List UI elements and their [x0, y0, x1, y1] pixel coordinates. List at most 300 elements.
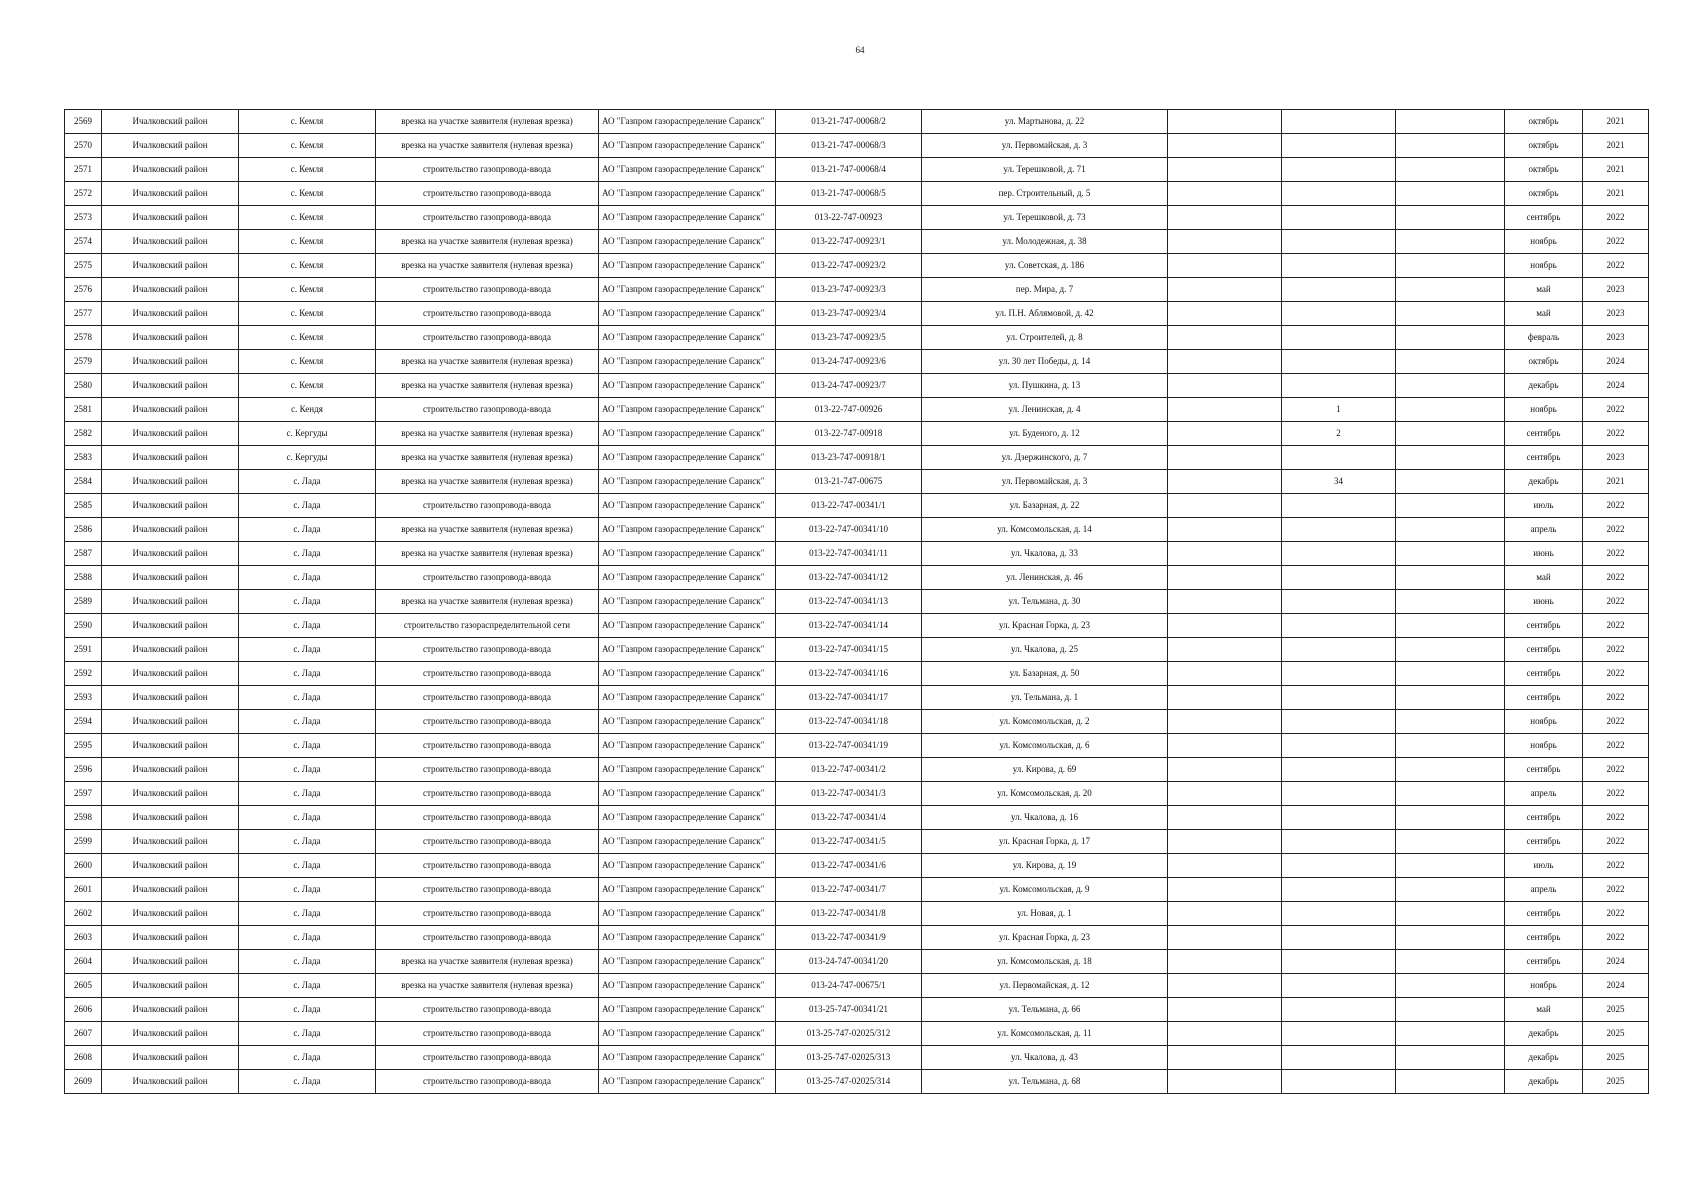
cell-row-number: 2602: [65, 902, 102, 926]
cell-district: Ичалковский район: [102, 566, 239, 590]
cell-col-quantity: [1282, 350, 1396, 374]
cell-col-quantity: [1282, 758, 1396, 782]
cell-col-empty-1: [1168, 254, 1282, 278]
cell-row-number: 2578: [65, 326, 102, 350]
cell-contract-number: 013-22-747-00341/5: [776, 830, 922, 854]
cell-address: ул. Комсомольская, д. 20: [922, 782, 1168, 806]
cell-settlement: с. Лада: [239, 518, 376, 542]
table-row: [65, 398, 1649, 422]
cell-col-empty-2: [1396, 830, 1505, 854]
cell-col-empty-2: [1396, 662, 1505, 686]
cell-col-empty-1: [1168, 1046, 1282, 1070]
cell-district: Ичалковский район: [102, 662, 239, 686]
table-row: [65, 446, 1649, 470]
cell-district: Ичалковский район: [102, 974, 239, 998]
cell-work-type: строительство газопровода-ввода: [376, 1046, 599, 1070]
cell-col-empty-1: [1168, 182, 1282, 206]
table-row: [65, 974, 1649, 998]
cell-month: сентябрь: [1505, 686, 1583, 710]
cell-month: июнь: [1505, 590, 1583, 614]
cell-address: ул. Комсомольская, д. 6: [922, 734, 1168, 758]
cell-col-empty-2: [1396, 902, 1505, 926]
cell-year: 2022: [1583, 662, 1649, 686]
cell-work-type: строительство газопровода-ввода: [376, 494, 599, 518]
cell-row-number: 2582: [65, 422, 102, 446]
cell-organization: АО "Газпром газораспределение Саранск": [599, 758, 776, 782]
cell-work-type: строительство газопровода-ввода: [376, 278, 599, 302]
cell-row-number: 2585: [65, 494, 102, 518]
cell-col-quantity: [1282, 302, 1396, 326]
cell-col-quantity: 1: [1282, 398, 1396, 422]
cell-month: май: [1505, 278, 1583, 302]
cell-col-empty-1: [1168, 614, 1282, 638]
cell-contract-number: 013-23-747-00923/3: [776, 278, 922, 302]
cell-col-empty-1: [1168, 950, 1282, 974]
cell-settlement: с. Лада: [239, 662, 376, 686]
table-row: [65, 854, 1649, 878]
cell-work-type: врезка на участке заявителя (нулевая врезка): [376, 518, 599, 542]
cell-month: октябрь: [1505, 158, 1583, 182]
cell-organization: АО "Газпром газораспределение Саранск": [599, 470, 776, 494]
cell-settlement: с. Лада: [239, 710, 376, 734]
cell-month: декабрь: [1505, 374, 1583, 398]
cell-settlement: с. Кемля: [239, 326, 376, 350]
cell-col-quantity: [1282, 638, 1396, 662]
cell-col-empty-1: [1168, 638, 1282, 662]
cell-settlement: с. Лада: [239, 830, 376, 854]
cell-row-number: 2579: [65, 350, 102, 374]
table-row: [65, 470, 1649, 494]
cell-contract-number: 013-22-747-00341/18: [776, 710, 922, 734]
cell-district: Ичалковский район: [102, 710, 239, 734]
cell-settlement: с. Кендя: [239, 398, 376, 422]
cell-organization: АО "Газпром газораспределение Саранск": [599, 998, 776, 1022]
cell-row-number: 2572: [65, 182, 102, 206]
cell-contract-number: 013-25-747-02025/314: [776, 1070, 922, 1094]
cell-row-number: 2576: [65, 278, 102, 302]
cell-district: Ичалковский район: [102, 518, 239, 542]
cell-organization: АО "Газпром газораспределение Саранск": [599, 518, 776, 542]
cell-month: декабрь: [1505, 470, 1583, 494]
cell-contract-number: 013-22-747-00926: [776, 398, 922, 422]
cell-district: Ичалковский район: [102, 446, 239, 470]
cell-col-empty-1: [1168, 470, 1282, 494]
table-row: [65, 422, 1649, 446]
cell-row-number: 2586: [65, 518, 102, 542]
table-row: [65, 686, 1649, 710]
cell-organization: АО "Газпром газораспределение Саранск": [599, 878, 776, 902]
cell-month: октябрь: [1505, 350, 1583, 374]
cell-district: Ичалковский район: [102, 542, 239, 566]
cell-row-number: 2606: [65, 998, 102, 1022]
cell-row-number: 2601: [65, 878, 102, 902]
cell-col-empty-1: [1168, 278, 1282, 302]
cell-col-quantity: [1282, 494, 1396, 518]
cell-work-type: строительство газопровода-ввода: [376, 158, 599, 182]
cell-district: Ичалковский район: [102, 830, 239, 854]
cell-settlement: с. Лада: [239, 974, 376, 998]
cell-col-empty-1: [1168, 854, 1282, 878]
cell-work-type: строительство газопровода-ввода: [376, 182, 599, 206]
cell-settlement: с. Кемля: [239, 134, 376, 158]
cell-col-empty-2: [1396, 1022, 1505, 1046]
cell-col-empty-1: [1168, 110, 1282, 134]
cell-col-empty-2: [1396, 1046, 1505, 1070]
cell-col-empty-1: [1168, 446, 1282, 470]
cell-work-type: врезка на участке заявителя (нулевая врезка): [376, 542, 599, 566]
cell-settlement: с. Кемля: [239, 350, 376, 374]
table-row: [65, 614, 1649, 638]
cell-work-type: строительство газопровода-ввода: [376, 206, 599, 230]
cell-district: Ичалковский район: [102, 878, 239, 902]
table-row: [65, 662, 1649, 686]
cell-work-type: строительство газопровода-ввода: [376, 326, 599, 350]
cell-contract-number: 013-22-747-00341/9: [776, 926, 922, 950]
cell-work-type: врезка на участке заявителя (нулевая врезка): [376, 422, 599, 446]
cell-district: Ичалковский район: [102, 302, 239, 326]
cell-contract-number: 013-22-747-00341/2: [776, 758, 922, 782]
cell-col-quantity: [1282, 326, 1396, 350]
cell-month: май: [1505, 998, 1583, 1022]
cell-col-quantity: [1282, 566, 1396, 590]
cell-col-empty-1: [1168, 326, 1282, 350]
cell-work-type: врезка на участке заявителя (нулевая врезка): [376, 110, 599, 134]
cell-col-empty-2: [1396, 110, 1505, 134]
cell-address: ул. Тельмана, д. 68: [922, 1070, 1168, 1094]
table-row: [65, 710, 1649, 734]
cell-month: июль: [1505, 494, 1583, 518]
cell-work-type: врезка на участке заявителя (нулевая врезка): [376, 134, 599, 158]
cell-month: декабрь: [1505, 1046, 1583, 1070]
cell-work-type: строительство газораспределительной сети: [376, 614, 599, 638]
cell-year: 2022: [1583, 518, 1649, 542]
cell-district: Ичалковский район: [102, 374, 239, 398]
cell-work-type: строительство газопровода-ввода: [376, 854, 599, 878]
cell-col-quantity: [1282, 1046, 1396, 1070]
cell-month: ноябрь: [1505, 974, 1583, 998]
cell-contract-number: 013-23-747-00918/1: [776, 446, 922, 470]
cell-row-number: 2590: [65, 614, 102, 638]
cell-year: 2025: [1583, 1070, 1649, 1094]
cell-district: Ичалковский район: [102, 1046, 239, 1070]
cell-col-quantity: [1282, 446, 1396, 470]
cell-month: сентябрь: [1505, 662, 1583, 686]
cell-year: 2023: [1583, 326, 1649, 350]
cell-work-type: врезка на участке заявителя (нулевая врезка): [376, 446, 599, 470]
cell-col-empty-2: [1396, 158, 1505, 182]
cell-organization: АО "Газпром газораспределение Саранск": [599, 686, 776, 710]
cell-month: ноябрь: [1505, 230, 1583, 254]
table-row: [65, 734, 1649, 758]
cell-row-number: 2573: [65, 206, 102, 230]
cell-col-empty-2: [1396, 446, 1505, 470]
cell-district: Ичалковский район: [102, 134, 239, 158]
cell-col-empty-1: [1168, 422, 1282, 446]
cell-address: ул. Первомайская, д. 12: [922, 974, 1168, 998]
cell-organization: АО "Газпром газораспределение Саранск": [599, 974, 776, 998]
cell-row-number: 2570: [65, 134, 102, 158]
table-row: [65, 638, 1649, 662]
cell-district: Ичалковский район: [102, 182, 239, 206]
cell-work-type: строительство газопровода-ввода: [376, 302, 599, 326]
cell-year: 2022: [1583, 590, 1649, 614]
cell-month: сентябрь: [1505, 446, 1583, 470]
cell-year: 2025: [1583, 1022, 1649, 1046]
cell-month: ноябрь: [1505, 398, 1583, 422]
table-row: [65, 806, 1649, 830]
cell-col-empty-1: [1168, 686, 1282, 710]
cell-col-quantity: [1282, 1022, 1396, 1046]
cell-settlement: с. Кемля: [239, 302, 376, 326]
cell-contract-number: 013-21-747-00675: [776, 470, 922, 494]
cell-settlement: с. Кемля: [239, 182, 376, 206]
cell-organization: АО "Газпром газораспределение Саранск": [599, 182, 776, 206]
cell-row-number: 2575: [65, 254, 102, 278]
table-row: [65, 182, 1649, 206]
cell-month: сентябрь: [1505, 830, 1583, 854]
cell-year: 2022: [1583, 638, 1649, 662]
registry-table: [64, 109, 1649, 1094]
cell-month: ноябрь: [1505, 254, 1583, 278]
cell-col-empty-1: [1168, 830, 1282, 854]
cell-contract-number: 013-22-747-00341/19: [776, 734, 922, 758]
cell-contract-number: 013-22-747-00341/13: [776, 590, 922, 614]
cell-col-empty-1: [1168, 734, 1282, 758]
cell-address: ул. Базарная, д. 50: [922, 662, 1168, 686]
cell-organization: АО "Газпром газораспределение Саранск": [599, 422, 776, 446]
cell-address: ул. Тельмана, д. 30: [922, 590, 1168, 614]
cell-col-empty-1: [1168, 998, 1282, 1022]
cell-col-quantity: 2: [1282, 422, 1396, 446]
cell-district: Ичалковский район: [102, 854, 239, 878]
cell-work-type: строительство газопровода-ввода: [376, 830, 599, 854]
cell-col-empty-1: [1168, 518, 1282, 542]
cell-address: ул. Чкалова, д. 25: [922, 638, 1168, 662]
cell-organization: АО "Газпром газораспределение Саранск": [599, 1022, 776, 1046]
cell-address: ул. Первомайская, д. 3: [922, 134, 1168, 158]
cell-col-empty-1: [1168, 878, 1282, 902]
cell-col-quantity: [1282, 974, 1396, 998]
cell-district: Ичалковский район: [102, 326, 239, 350]
cell-col-empty-2: [1396, 974, 1505, 998]
cell-organization: АО "Газпром газораспределение Саранск": [599, 1070, 776, 1094]
cell-contract-number: 013-22-747-00923/1: [776, 230, 922, 254]
cell-year: 2022: [1583, 710, 1649, 734]
table-row: [65, 1070, 1649, 1094]
cell-month: май: [1505, 302, 1583, 326]
cell-district: Ичалковский район: [102, 686, 239, 710]
cell-month: сентябрь: [1505, 758, 1583, 782]
cell-address: ул. Тельмана, д. 1: [922, 686, 1168, 710]
cell-address: ул. Терешковой, д. 73: [922, 206, 1168, 230]
cell-contract-number: 013-22-747-00341/7: [776, 878, 922, 902]
cell-contract-number: 013-22-747-00341/17: [776, 686, 922, 710]
cell-organization: АО "Газпром газораспределение Саранск": [599, 494, 776, 518]
cell-work-type: врезка на участке заявителя (нулевая врезка): [376, 590, 599, 614]
table-row: [65, 758, 1649, 782]
table-row: [65, 518, 1649, 542]
cell-address: ул. Красная Горка, д. 23: [922, 614, 1168, 638]
cell-col-quantity: [1282, 278, 1396, 302]
cell-year: 2024: [1583, 950, 1649, 974]
cell-contract-number: 013-24-747-00341/20: [776, 950, 922, 974]
cell-address: ул. Ленинская, д. 4: [922, 398, 1168, 422]
cell-col-quantity: [1282, 854, 1396, 878]
cell-district: Ичалковский район: [102, 758, 239, 782]
cell-year: 2021: [1583, 470, 1649, 494]
cell-col-empty-1: [1168, 590, 1282, 614]
cell-address: ул. Чкалова, д. 33: [922, 542, 1168, 566]
cell-col-empty-2: [1396, 398, 1505, 422]
cell-month: сентябрь: [1505, 206, 1583, 230]
cell-month: ноябрь: [1505, 734, 1583, 758]
cell-col-quantity: [1282, 734, 1396, 758]
cell-work-type: строительство газопровода-ввода: [376, 902, 599, 926]
cell-year: 2024: [1583, 374, 1649, 398]
cell-col-empty-2: [1396, 422, 1505, 446]
cell-contract-number: 013-23-747-00923/4: [776, 302, 922, 326]
cell-col-empty-2: [1396, 542, 1505, 566]
cell-organization: АО "Газпром газораспределение Саранск": [599, 206, 776, 230]
cell-month: декабрь: [1505, 1022, 1583, 1046]
cell-year: 2022: [1583, 542, 1649, 566]
table-row: [65, 1046, 1649, 1070]
cell-row-number: 2609: [65, 1070, 102, 1094]
cell-col-empty-1: [1168, 806, 1282, 830]
cell-address: пер. Мира, д. 7: [922, 278, 1168, 302]
cell-col-quantity: [1282, 878, 1396, 902]
cell-organization: АО "Газпром газораспределение Саранск": [599, 326, 776, 350]
cell-settlement: с. Лада: [239, 878, 376, 902]
table-row: [65, 350, 1649, 374]
cell-col-quantity: [1282, 254, 1396, 278]
cell-settlement: с. Лада: [239, 1070, 376, 1094]
cell-year: 2022: [1583, 758, 1649, 782]
cell-col-empty-2: [1396, 326, 1505, 350]
cell-month: апрель: [1505, 518, 1583, 542]
cell-col-quantity: [1282, 710, 1396, 734]
cell-year: 2022: [1583, 398, 1649, 422]
cell-col-empty-2: [1396, 950, 1505, 974]
cell-contract-number: 013-22-747-00341/6: [776, 854, 922, 878]
cell-col-empty-2: [1396, 134, 1505, 158]
cell-district: Ичалковский район: [102, 950, 239, 974]
cell-col-empty-1: [1168, 134, 1282, 158]
cell-organization: АО "Газпром газораспределение Саранск": [599, 446, 776, 470]
cell-year: 2022: [1583, 926, 1649, 950]
cell-contract-number: 013-24-747-00675/1: [776, 974, 922, 998]
cell-row-number: 2603: [65, 926, 102, 950]
cell-district: Ичалковский район: [102, 926, 239, 950]
cell-month: апрель: [1505, 782, 1583, 806]
table-row: [65, 278, 1649, 302]
cell-row-number: 2591: [65, 638, 102, 662]
table-row: [65, 158, 1649, 182]
table-row: [65, 1022, 1649, 1046]
cell-row-number: 2598: [65, 806, 102, 830]
table-row: [65, 110, 1649, 134]
cell-col-empty-1: [1168, 206, 1282, 230]
cell-col-quantity: [1282, 542, 1396, 566]
cell-col-empty-2: [1396, 254, 1505, 278]
cell-work-type: строительство газопровода-ввода: [376, 782, 599, 806]
table-row: [65, 878, 1649, 902]
cell-settlement: с. Кемля: [239, 278, 376, 302]
cell-address: ул. Буденого, д. 12: [922, 422, 1168, 446]
cell-organization: АО "Газпром газораспределение Саранск": [599, 806, 776, 830]
cell-row-number: 2596: [65, 758, 102, 782]
cell-contract-number: 013-22-747-00341/15: [776, 638, 922, 662]
cell-col-empty-1: [1168, 926, 1282, 950]
cell-work-type: строительство газопровода-ввода: [376, 566, 599, 590]
cell-address: пер. Строительный, д. 5: [922, 182, 1168, 206]
cell-month: сентябрь: [1505, 806, 1583, 830]
cell-year: 2022: [1583, 830, 1649, 854]
cell-row-number: 2577: [65, 302, 102, 326]
cell-contract-number: 013-25-747-00341/21: [776, 998, 922, 1022]
cell-row-number: 2595: [65, 734, 102, 758]
cell-address: ул. Чкалова, д. 16: [922, 806, 1168, 830]
cell-settlement: с. Лада: [239, 590, 376, 614]
cell-year: 2021: [1583, 134, 1649, 158]
cell-address: ул. Красная Горка, д. 17: [922, 830, 1168, 854]
cell-month: октябрь: [1505, 134, 1583, 158]
cell-contract-number: 013-25-747-02025/313: [776, 1046, 922, 1070]
cell-district: Ичалковский район: [102, 230, 239, 254]
cell-address: ул. Комсомольская, д. 14: [922, 518, 1168, 542]
cell-col-empty-2: [1396, 806, 1505, 830]
cell-settlement: с. Лада: [239, 614, 376, 638]
cell-address: ул. Комсомольская, д. 2: [922, 710, 1168, 734]
cell-col-quantity: [1282, 926, 1396, 950]
cell-district: Ичалковский район: [102, 494, 239, 518]
cell-address: ул. Первомайская, д. 3: [922, 470, 1168, 494]
cell-address: ул. Советская, д. 186: [922, 254, 1168, 278]
cell-contract-number: 013-22-747-00341/16: [776, 662, 922, 686]
cell-settlement: с. Лада: [239, 950, 376, 974]
cell-address: ул. Новая, д. 1: [922, 902, 1168, 926]
cell-district: Ичалковский район: [102, 206, 239, 230]
cell-work-type: врезка на участке заявителя (нулевая врезка): [376, 950, 599, 974]
cell-col-empty-2: [1396, 350, 1505, 374]
cell-row-number: 2588: [65, 566, 102, 590]
cell-year: 2022: [1583, 494, 1649, 518]
cell-col-quantity: [1282, 806, 1396, 830]
cell-contract-number: 013-22-747-00341/8: [776, 902, 922, 926]
cell-contract-number: 013-24-747-00923/7: [776, 374, 922, 398]
cell-col-empty-2: [1396, 374, 1505, 398]
cell-col-quantity: [1282, 902, 1396, 926]
cell-district: Ичалковский район: [102, 998, 239, 1022]
cell-contract-number: 013-21-747-00068/2: [776, 110, 922, 134]
cell-district: Ичалковский район: [102, 1022, 239, 1046]
cell-address: ул. Красная Горка, д. 23: [922, 926, 1168, 950]
cell-col-empty-1: [1168, 974, 1282, 998]
cell-col-quantity: [1282, 686, 1396, 710]
cell-row-number: 2607: [65, 1022, 102, 1046]
cell-address: ул. 30 лет Победы, д. 14: [922, 350, 1168, 374]
cell-month: июнь: [1505, 542, 1583, 566]
cell-address: ул. Чкалова, д. 43: [922, 1046, 1168, 1070]
cell-organization: АО "Газпром газораспределение Саранск": [599, 734, 776, 758]
cell-col-empty-2: [1396, 998, 1505, 1022]
cell-organization: АО "Газпром газораспределение Саранск": [599, 854, 776, 878]
cell-settlement: с. Кемля: [239, 158, 376, 182]
cell-contract-number: 013-22-747-00341/4: [776, 806, 922, 830]
cell-col-empty-1: [1168, 566, 1282, 590]
cell-col-empty-1: [1168, 158, 1282, 182]
cell-row-number: 2569: [65, 110, 102, 134]
